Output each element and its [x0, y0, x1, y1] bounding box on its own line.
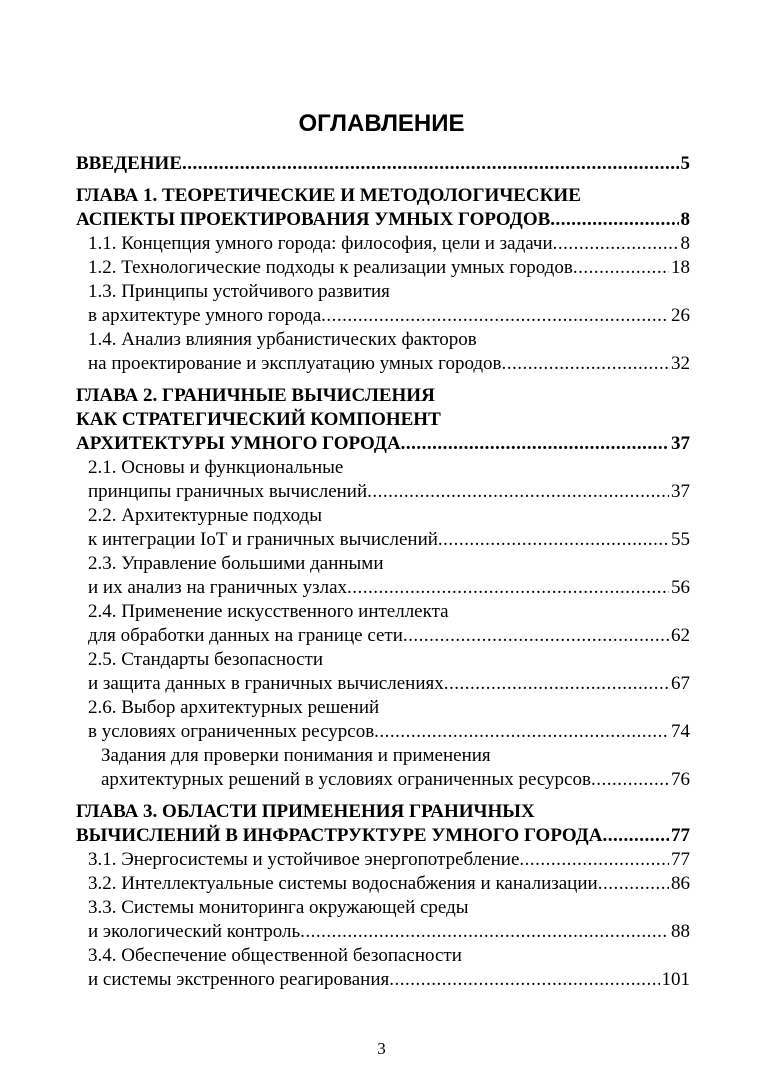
toc-section-2-6[interactable] [76, 696, 690, 744]
toc-section-title: архитектурных решений в условиях ограниченных ресурсов [101, 769, 591, 790]
toc-section-1-2[interactable] [76, 256, 690, 280]
toc-section-2-2[interactable] [76, 504, 690, 552]
dot-leader [553, 232, 679, 256]
toc-section-title: 3.1. Энергосистемы и устойчивое энергопотребление [88, 849, 520, 870]
dot-leader [598, 872, 669, 896]
dot-leader [444, 672, 669, 696]
dot-leader [389, 968, 659, 992]
toc-section-2-5[interactable] [76, 648, 690, 696]
toc-section-title: Задания для проверки понимания и применения [101, 745, 491, 766]
toc-section-title: в архитектуре умного города [88, 305, 322, 326]
toc-section-title: и системы экстренного реагирования [88, 969, 390, 990]
toc-section-title: 2.5. Стандарты безопасности [88, 649, 324, 670]
toc-section-title: 1.4. Анализ влияния урбанистических факторов [88, 329, 477, 350]
toc-page-number: 26 [671, 305, 690, 326]
toc-section-title: 1.2. Технологические подходы к реализации умных городов [88, 257, 573, 278]
toc-page-number: 77 [671, 849, 690, 870]
dot-leader [367, 480, 669, 504]
table-of-contents [76, 152, 690, 992]
toc-page-number: 86 [671, 873, 690, 894]
dot-leader [374, 720, 669, 744]
toc-chapter-3[interactable] [76, 800, 690, 848]
toc-page-number: 8 [680, 233, 690, 254]
toc-chapter-1[interactable] [76, 184, 690, 232]
toc-page-number: 76 [671, 769, 690, 790]
dot-leader [502, 352, 669, 376]
toc-section-1-1[interactable] [76, 232, 690, 256]
toc-section-3-2[interactable] [76, 872, 690, 896]
toc-page-number: 101 [661, 969, 690, 990]
toc-chapter-title: ГЛАВА 2. ГРАНИЧНЫЕ ВЫЧИСЛЕНИЯ [76, 385, 435, 406]
toc-section-2-3[interactable] [76, 552, 690, 600]
toc-page-number: 88 [671, 921, 690, 942]
toc-chapter-title: КАК СТРАТЕГИЧЕСКИЙ КОМПОНЕНТ [76, 409, 441, 430]
toc-section-3-3[interactable] [76, 896, 690, 944]
toc-chapter-2[interactable] [76, 384, 690, 456]
toc-page-number: 67 [671, 673, 690, 694]
dot-leader [403, 624, 669, 648]
dot-leader [321, 304, 669, 328]
toc-chapter-title: ВЫЧИСЛЕНИЙ В ИНФРАСТРУКТУРЕ УМНОГО ГОРОДА [76, 825, 603, 846]
page-title: ОГЛАВЛЕНИЕ [298, 110, 465, 137]
toc-section-title: 1.1. Концепция умного города: философия, цели и задачи [88, 233, 553, 254]
page-number: 3 [377, 1039, 386, 1058]
dot-leader [401, 432, 669, 456]
toc-section-title: 3.2. Интеллектуальные системы водоснабжения и канализации [88, 873, 598, 894]
toc-section-1-3[interactable] [76, 280, 690, 328]
toc-page-number: 77 [671, 825, 690, 846]
toc-section-title: на проектирование и эксплуатацию умных городов [88, 353, 502, 374]
toc-section-3-1[interactable] [76, 848, 690, 872]
toc-page-number: 62 [671, 625, 690, 646]
dot-leader [602, 824, 669, 848]
toc-page-number: 74 [671, 721, 690, 742]
toc-page-number: 37 [671, 433, 690, 454]
toc-chapter-title: АСПЕКТЫ ПРОЕКТИРОВАНИЯ УМНЫХ ГОРОДОВ [76, 209, 551, 230]
dot-leader [300, 920, 669, 944]
toc-page-number: 18 [671, 257, 690, 278]
toc-section-title: 2.3. Управление большими данными [88, 553, 384, 574]
toc-chapter-title: ГЛАВА 1. ТЕОРЕТИЧЕСКИЕ И МЕТОДОЛОГИЧЕСКИЕ [76, 185, 581, 206]
toc-page-number: 56 [671, 577, 690, 598]
toc-page-number: 8 [680, 209, 690, 230]
toc-chapter-title: ГЛАВА 3. ОБЛАСТИ ПРИМЕНЕНИЯ ГРАНИЧНЫХ [76, 801, 535, 822]
toc-entry-title: ВВЕДЕНИЕ [76, 153, 182, 174]
toc-section-title: 1.3. Принципы устойчивого развития [88, 281, 390, 302]
dot-leader [182, 152, 679, 176]
dot-leader [591, 768, 669, 792]
toc-section-1-4[interactable] [76, 328, 690, 376]
toc-section-title: для обработки данных на границе сети [88, 625, 403, 646]
toc-section-title: принципы граничных вычислений [88, 481, 368, 502]
toc-section-2-tasks[interactable] [76, 744, 690, 792]
toc-chapter-title: АРХИТЕКТУРЫ УМНОГО ГОРОДА [76, 433, 401, 454]
toc-page-number: 5 [680, 153, 690, 174]
toc-section-title: 3.4. Обеспечение общественной безопасности [88, 945, 462, 966]
toc-entry-intro[interactable] [76, 152, 690, 176]
toc-section-title: в условиях ограниченных ресурсов [88, 721, 375, 742]
dot-leader [438, 528, 669, 552]
toc-page-number: 55 [671, 529, 690, 550]
dot-leader [519, 848, 669, 872]
toc-section-2-4[interactable] [76, 600, 690, 648]
toc-section-title: и их анализ на граничных узлах [88, 577, 348, 598]
toc-section-title: и защита данных в граничных вычислениях [88, 673, 444, 694]
toc-section-2-1[interactable] [76, 456, 690, 504]
toc-section-3-4[interactable] [76, 944, 690, 992]
toc-section-title: 2.6. Выбор архитектурных решений [88, 697, 380, 718]
toc-section-title: и экологический контроль [88, 921, 301, 942]
dot-leader [347, 576, 669, 600]
toc-section-title: к интеграции IoT и граничных вычислений [88, 529, 438, 550]
dot-leader [573, 256, 669, 280]
toc-section-title: 3.3. Системы мониторинга окружающей среды [88, 897, 469, 918]
toc-page-number: 32 [671, 353, 690, 374]
toc-section-title: 2.1. Основы и функциональные [88, 457, 344, 478]
toc-page-number: 37 [671, 481, 690, 502]
toc-section-title: 2.2. Архитектурные подходы [88, 505, 322, 526]
dot-leader [550, 208, 678, 232]
toc-section-title: 2.4. Применение искусственного интеллекта [88, 601, 449, 622]
